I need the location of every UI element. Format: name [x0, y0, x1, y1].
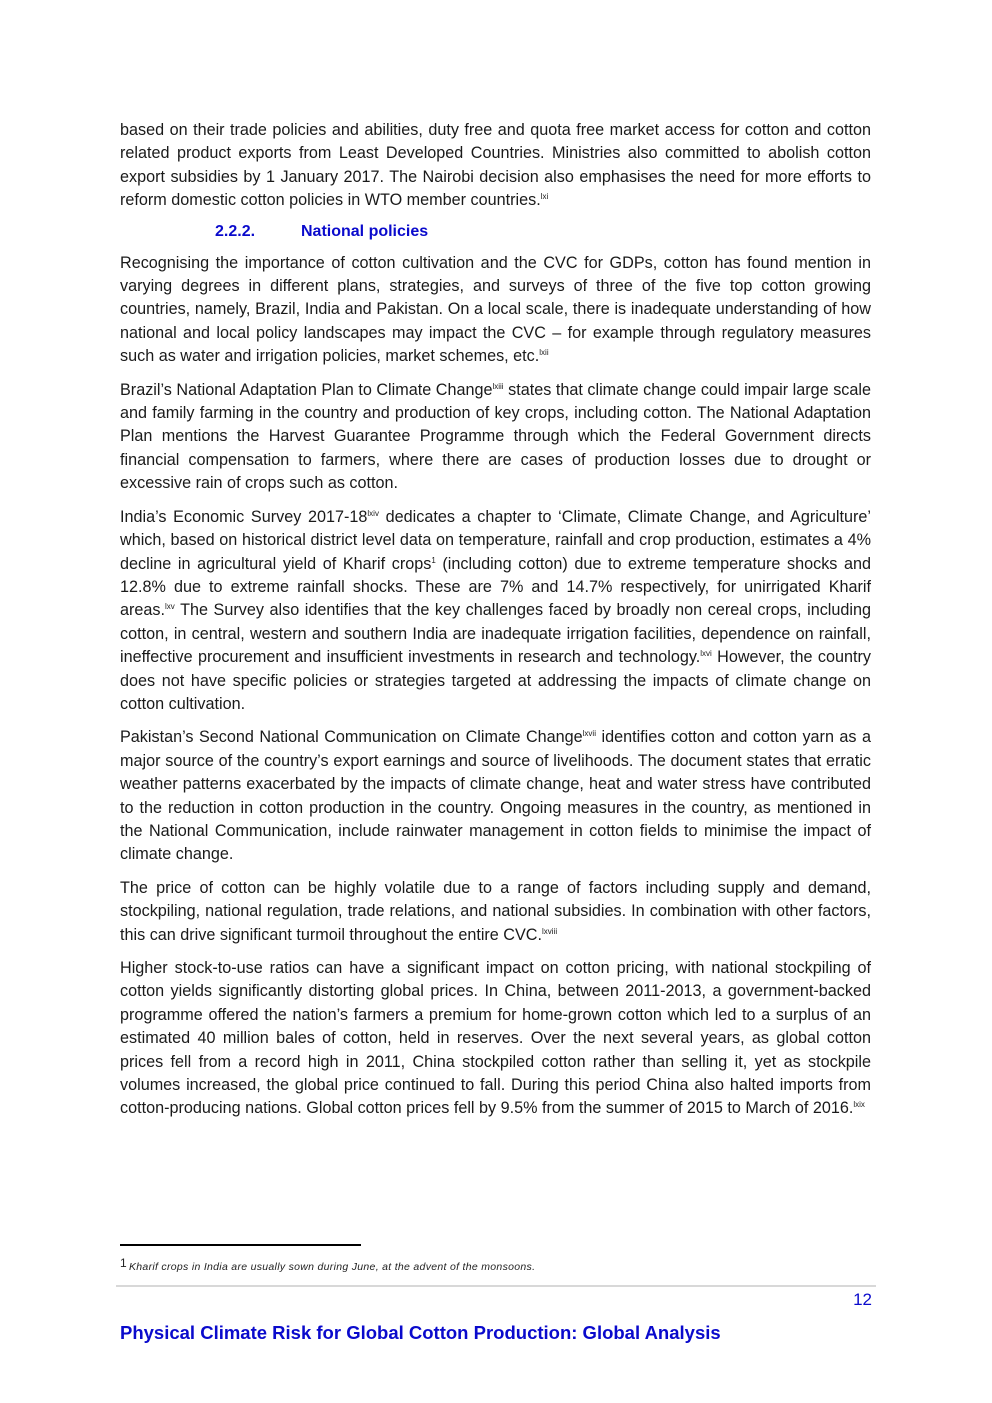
section-title: National policies: [301, 222, 429, 240]
paragraph-text: (including cotton) due to extreme temperature shocks and 12.8% due to extreme rainfall shocks. These are 7% and 14.7% respectively, for unirrigated Kharif areas.: [120, 554, 871, 620]
endnote-reference[interactable]: lxiii: [492, 381, 504, 391]
paragraph: [120, 379, 871, 496]
page-content: [120, 119, 871, 1131]
endnote-reference[interactable]: lxiv: [367, 508, 379, 518]
footnote: [120, 1256, 535, 1273]
paragraph: [120, 726, 871, 866]
paragraph: [120, 252, 871, 369]
paragraph-text: Brazil’s National Adaptation Plan to Climate Change: [120, 380, 493, 399]
paragraph-text: identifies cotton and cotton yarn as a major source of the country’s export earnings and source of livelihoods. The document states that erratic weather patterns exacerbated by the impacts of climate change, heat and water stress have contributed to the reduction in cotton production in the country. Ongoing measures in the country, as mentioned in the National Communication, include rainwater management in cotton fields to minimise the impact of climate change.: [120, 728, 871, 864]
endnote-reference[interactable]: lxi: [540, 192, 549, 202]
paragraph: [120, 506, 871, 717]
paragraph-text: Recognising the importance of cotton cultivation and the CVC for GDPs, cotton has found mention in varying degrees in different plans, strategies, and surveys of three of the five top cotton growing countries, namely, Brazil, India and Pakistan. On a local scale, there is inadequate understanding of how national and local policy landscapes may impact the CVC – for example through regulatory measures such as water and irrigation policies, market schemes, etc.: [120, 253, 871, 366]
footnote-divider: [120, 1244, 361, 1246]
paragraph: [120, 119, 871, 213]
body-paragraphs: [120, 252, 871, 1121]
endnote-reference[interactable]: lxvii: [582, 729, 596, 739]
endnote-reference[interactable]: lxviii: [541, 926, 558, 936]
endnote-reference[interactable]: lxv: [165, 602, 175, 612]
intro-paragraphs: [120, 119, 871, 213]
paragraph-text: dedicates a chapter to ‘Climate, Climate Change, and Agriculture’ which, based on historical district level data on temperature, rainfall and crop production, estimates a 4% decline in agricultural yield of Kharif crops: [120, 507, 871, 573]
paragraph: [120, 957, 871, 1121]
paragraph-text: states that climate change could impair large scale and family farming in the country and production of key crops, including cotton. The National Adaptation Plan mentions the Harvest Guarantee Programme through which the Federal Government directs financial compensation to farmers, where there are cases of production losses due to drought or excessive rain of crops such as cotton.: [120, 380, 871, 493]
paragraph-text: India’s Economic Survey 2017-18: [120, 507, 368, 526]
footer-title: Physical Climate Risk for Global Cotton Production: Global Analysis: [120, 1322, 721, 1343]
endnote-reference[interactable]: lxix: [853, 1100, 865, 1110]
paragraph-text: Pakistan’s Second National Communication on Climate Change: [120, 728, 583, 747]
endnote-reference[interactable]: lxii: [539, 348, 549, 358]
paragraph-text: The Survey also identifies that the key challenges faced by broadly non cereal crops, including cotton, in central, western and southern India are inadequate irrigation facilities, dependence on rainfall, ineffective procurement and insufficient investments in research and technology.: [120, 601, 871, 667]
endnote-reference[interactable]: lxvi: [700, 649, 712, 659]
endnote-reference[interactable]: 1: [431, 555, 436, 565]
paragraph-text: Higher stock-to-use ratios can have a significant impact on cotton pricing, with national stockpiling of cotton yields significantly distorting global prices. In China, between 2011-2013, a government-backed programme offered the nation’s farmers a premium for home-grown cotton which led to a surplus of an estimated 40 million bales of cotton, held in reserves. Over the next several years, as global cotton prices fell from a record high in 2011, China stockpiled cotton rather than selling it, yet as stockpile volumes increased, the global price continued to fall. During this period China also halted imports from cotton-producing nations. Global cotton prices fell by 9.5% from the summer of 2015 to March of 2016.: [120, 959, 871, 1118]
section-number: 2.2.2.: [215, 222, 256, 240]
paragraph: [120, 877, 871, 947]
footnote-number: 1: [120, 1256, 127, 1270]
paragraph-text: based on their trade policies and abilities, duty free and quota free market access for cotton and cotton related product exports from Least Developed Countries. Ministries also committed to abolish cotton export subsidies by 1 January 2017. The Nairobi decision also emphasises the need for more efforts to reform domestic cotton policies in WTO member countries.: [120, 121, 871, 210]
paragraph-text: The price of cotton can be highly volatile due to a range of factors including supply and demand, stockpiling, national regulation, trade relations, and national subsidies. In combination with other factors, this can drive significant turmoil throughout the entire CVC.: [120, 878, 871, 944]
section-heading: [120, 223, 871, 241]
page-number: 12: [853, 1290, 872, 1309]
footer-divider: [116, 1285, 876, 1287]
footnote-text: Kharif crops in India are usually sown during June, at the advent of the monsoons.: [128, 1261, 536, 1273]
paragraph-text: However, the country does not have specific policies or strategies targeted at addressing the impacts of climate change on cotton cultivation.: [120, 648, 871, 713]
